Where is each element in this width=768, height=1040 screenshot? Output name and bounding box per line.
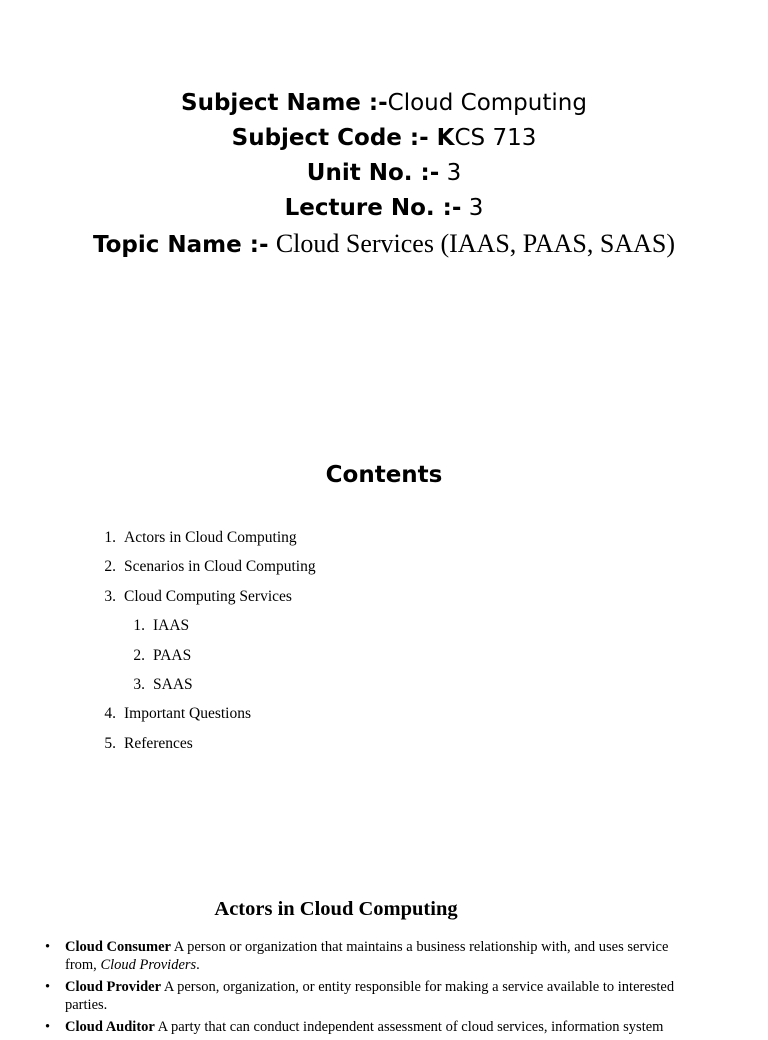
list-item	[0, 978, 768, 1014]
lecture-label: Lecture No. :-	[284, 195, 462, 221]
actor-description: A person or organization that maintains a business relationship with, and uses service from,	[65, 939, 669, 973]
bullet-icon: •	[45, 1019, 51, 1035]
actor-description: A person, organization, or entity responsible for making a service available to interested parties	[65, 979, 675, 1013]
bullet-text	[65, 1018, 677, 1036]
bullet-icon: •	[45, 939, 51, 955]
lecture-header	[0, 86, 768, 261]
actor-italic: Cloud Providers	[100, 957, 197, 973]
toc-text: Important Questions	[124, 705, 251, 723]
toc-text: IAAS	[153, 617, 190, 635]
actor-term: Cloud Auditor	[65, 1019, 155, 1035]
contents-heading: Contents	[325, 462, 443, 488]
list-item	[0, 938, 768, 974]
toc-number: 2.	[133, 646, 145, 664]
list-item	[0, 1018, 768, 1036]
toc-number: 3.	[104, 587, 116, 605]
toc-number: 2.	[104, 558, 116, 576]
toc-number: 5.	[104, 734, 116, 752]
actor-description: A party that can conduct independent assessment of cloud services, information system	[154, 1019, 664, 1035]
toc-text: Cloud Computing Services	[124, 587, 292, 605]
subject-name-label: Subject Name :-	[181, 90, 388, 116]
actor-end: .	[196, 957, 200, 973]
actor-term: Cloud Provider	[65, 979, 161, 995]
toc-number: 1.	[104, 529, 116, 546]
toc-text: PAAS	[153, 646, 192, 664]
toc-number: 3.	[133, 675, 145, 693]
toc-text: Actors in Cloud Computing	[124, 529, 297, 546]
actor-term: Cloud Consumer	[65, 939, 171, 955]
toc-text: Scenarios in Cloud Computing	[124, 558, 316, 576]
topic-label: Topic Name :-	[92, 232, 269, 258]
subject-code-label: Subject Code :- K	[231, 125, 455, 151]
subject-code-value: CS 713	[454, 125, 537, 151]
toc-number: 1.	[133, 617, 145, 635]
bullet-text	[65, 978, 677, 1014]
lecture-value: 3	[468, 195, 484, 221]
topic-line	[0, 226, 768, 261]
bullet-icon: •	[45, 979, 51, 995]
toc-text: SAAS	[153, 675, 193, 693]
bullet-text	[65, 938, 677, 974]
unit-label: Unit No. :-	[306, 160, 440, 186]
subject-name-line	[0, 86, 768, 121]
unit-line	[0, 156, 768, 191]
actors-heading: Actors in Cloud Computing	[214, 898, 458, 920]
toc-number: 4.	[104, 705, 116, 723]
actors-list	[0, 938, 768, 1040]
subject-name-value: Cloud Computing	[387, 90, 587, 116]
lecture-line	[0, 191, 768, 226]
actor-end: .	[103, 997, 108, 1013]
topic-value: Cloud Services (IAAS, PAAS, SAAS)	[275, 229, 676, 258]
subject-code-line	[0, 121, 768, 156]
toc-text: References	[124, 734, 193, 752]
unit-value: 3	[446, 160, 462, 186]
